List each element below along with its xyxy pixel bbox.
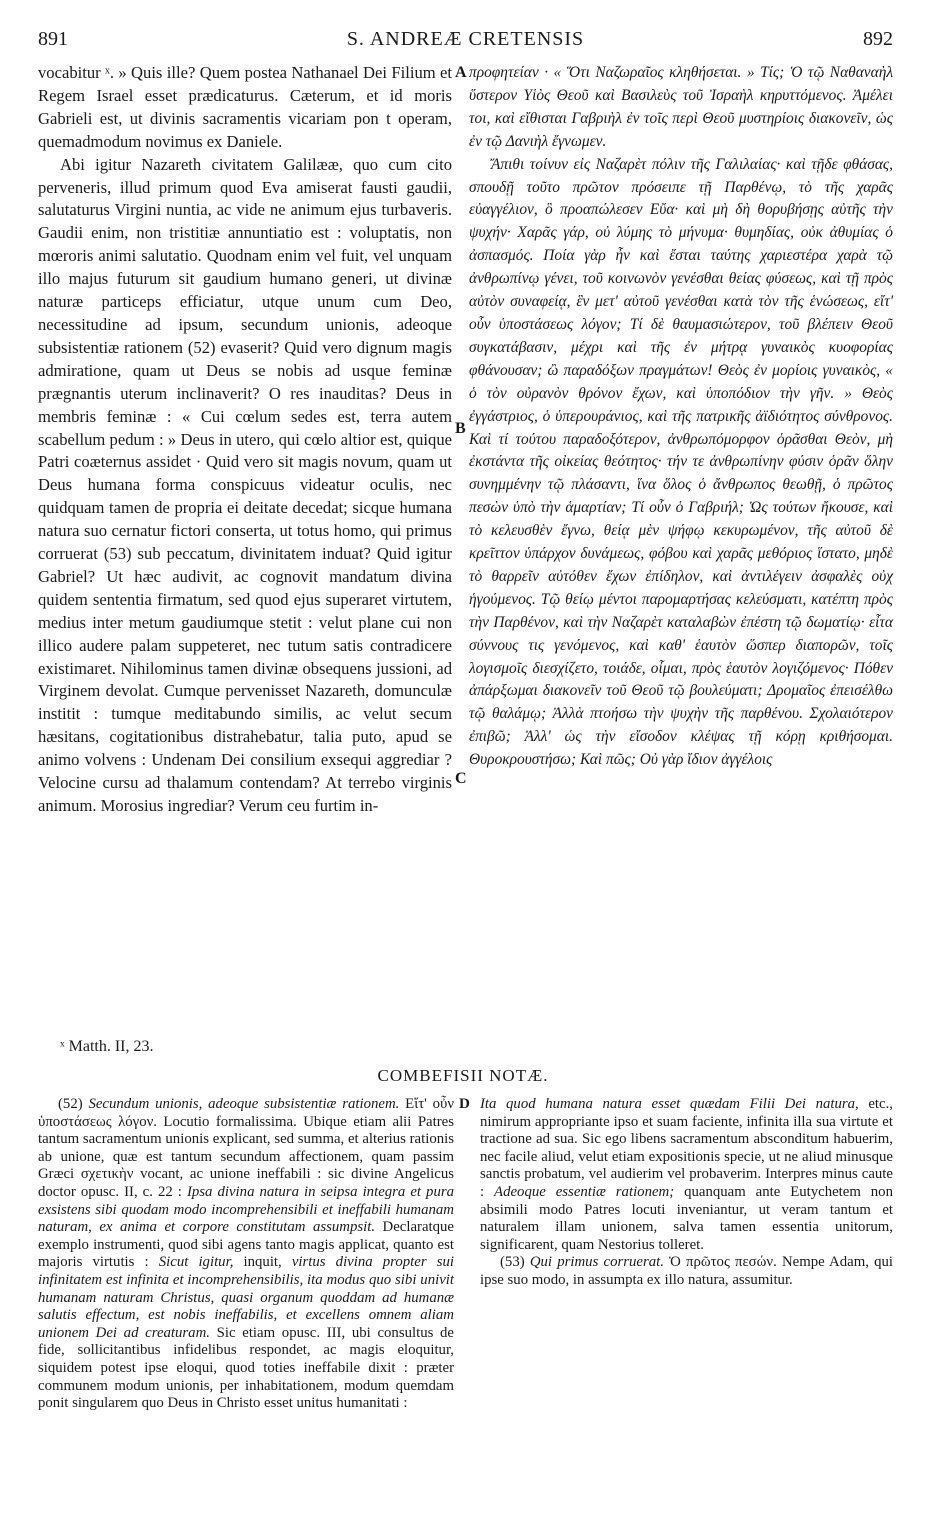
- notes-title: COMBEFISII NOTÆ.: [377, 1066, 549, 1085]
- notes-left-column: [38, 1096, 454, 1413]
- note-text: Εἴτ' οὖν ὑποστάσεως λόγον. Locutio formalissima. Ubique etiam alii Patres tantum sacramentum unionis explicant, sed summa, et alterius rationis ab unione, quæ est tantum secundum affectionem, quam passim Græci σχετικὴν vocant, ac unione ineffabili : sic divine Angelicus doctor opusc. II, c. 22 :: [38, 1096, 455, 1200]
- greek-paragraph: Ἄπιθι τοίνυν εἰς Ναζαρὲτ πόλιν τῆς Γαλιλαίας· καὶ τῇδε φθάσας, σπουδῇ τοῦτο πρῶτον πρόσειπε τῇ Παρθένῳ, τὸ τῆς χαρᾶς εὐαγγέλιον, ὃ προαπώλεσεν Εὔα· καὶ μὴ δὴ θορυβήσῃς αὐτῆς τὴν ψυχήν· Χαρᾶς γάρ, οὐ λύμης τὸ μήνυμα· θυμηδίας, οὐκ ἀθυμίας ὁ ἀσπασμός. Ποία γὰρ ἦν καὶ ἔσται ταύτης χαριεστέρα χαρὰ τῷ ἀνθρωπίνῳ γένει, τοῦ κοινωνὸν γενέσθαι θείας φύσεως, καὶ τῇ πρὸς αὐτὸν συναφείᾳ, ἓν μετ' αὐτοῦ γενέσθαι κατὰ τὸν τῆς ἑνώσεως, εἴτ' οὖν ὑποστάσεως λόγον; Τί δὲ θαυμασιώτερον, τοῦ βλέπειν Θεοῦ συγκατάβασιν, μέχρι καὶ τῆς ἐν μήτρᾳ γυναικὸς κυοφορίας φθάνουσαν; ὢ παραδόξων πραγμάτων! Θεὸς ἐν μορίοις γυναικὸς, « ὁ τὸν οὐρανὸν θρόνον ἔχων, καὶ ὑποπόδιον τὴν γῆν. » Θεὸς ἐγγάστριος, ὁ ὑπερουράνιος, καὶ τῆς πατρικῆς ἀϊδιότητος σύνθρονος. Καὶ τί τούτου παραδοξότερον, ἀνθρωπόμορφον ὁρᾶσθαι Θεὸν, μὴ ἐκστάντα τῆς οἰκείας θεότητος· τήν τε ἀνθρωπίνην φύσιν ὁρᾶν ὅλην συνημμένην τῷ πλάσαντι, ἵνα ὅλος ὁ ἄνθρωπος θεωθῇ, ὁ πρῶτος πεσὼν ὑπὸ τὴν ἁμαρτίαν; Τί οὖν ὁ Γαβριήλ; Ὡς τούτων ἤκουσε, καὶ τὸ κελευσθὲν ἔγνω, θείᾳ μὲν ψήφῳ κεκυρωμένον, τῆς αὐτοῦ δὲ κρεῖττον ὑπάρχον δυνάμεως, φόβου καὶ χαρᾶς μεθόριος ἵστατο, μηδὲ τὸ θαρρεῖν αὐτόθεν ἔχων ἐπίδηλον, καὶ ἀντιλέγειν ἀσφαλὲς οὐχ ἡγούμενος. Τῷ θείῳ μέντοι παρομαρτήσας κελεύσματι, κατέπτη πρὸς τὴν Παρθένον, καὶ τὴν Ναζαρὲτ καταλαβὼν ἐπέστη τῷ δωματίῳ· εἶτα σύννους τις γενόμενος, καὶ καθ' ἑαυτὸν ὥσπερ διαπορῶν, τοῖς λογισμοῖς διεσχίζετο, τοιάδε, οἶμαι, πρὸς ἑαυτὸν λογιζόμενος· Πόθεν ἀπάρξωμαι διακονεῖν τοῦ Θεοῦ τῷ βουλεύματι; Δρομαῖος ἐπεισέλθω τῷ θαλάμῳ; Ἀλλὰ πτοήσω τὴν ψυχὴν τῆς παρθένου. Σχολαιότερον ἐπιβῶ; Ἀλλ' ὡς τὴν εἴσοδον κλέψας τῇ κόρῃ κριθήσομαι. Θυροκρουστήσω; Καὶ πῶς; Οὐ γὰρ ἴδιον ἀγγέλοις: [469, 155, 893, 769]
- page-number-right: 892: [863, 28, 893, 50]
- note-52: [38, 1096, 454, 1413]
- margin-mark-c: C: [455, 770, 467, 787]
- note-52-continued: [480, 1096, 893, 1254]
- notes-right-column: [480, 1096, 893, 1290]
- note-lemma: Qui primus corruerat.: [529, 1254, 664, 1271]
- page-header: [38, 28, 893, 60]
- note-quote: Ita quod humana natura esset quædam Filii Dei natura,: [480, 1096, 859, 1112]
- note-text: quanquam ante Eutychetem non absimili modo Patres locuti inveniantur, ut veram tantum et naturalem illam unionem, salva tamen essentia unitorum, significarent, quam Nestorius tolleret.: [480, 1183, 893, 1253]
- latin-column: [38, 62, 452, 818]
- margin-mark-a: A: [455, 64, 467, 81]
- note-quote: Sicut igitur,: [158, 1254, 234, 1271]
- page-number-left: 891: [38, 28, 68, 50]
- greek-paragraph: προφητείαν · « Ὅτι Ναζωραῖος κληθήσεται. » Τίς; Ὁ τῷ Ναθαναὴλ ὕστερον Υἱὸς Θεοῦ καὶ Βασιλεὺς τοῦ Ἰσραὴλ κηρυττόμενος. Ἀμέλει τοι, καὶ εἴθισται Γαβριὴλ ἐν τοῖς περὶ Θεοῦ μυστηρίοις διακονεῖν, ὡς ἐν τῷ Δανιὴλ ἔγνωμεν.: [469, 64, 893, 150]
- margin-mark-d: D: [459, 1096, 470, 1112]
- note-text: Declaratque exemplo instrumenti, quod sibi agens tanto magis applicat, quanto est majoris virtutis :: [38, 1219, 455, 1271]
- note-53: [480, 1254, 893, 1289]
- note-quote: Adeoque essentiæ rationem;: [494, 1183, 675, 1200]
- note-label: (52): [58, 1096, 83, 1112]
- note-label: (53): [500, 1254, 525, 1271]
- note-text: etc., nimirum appropriante ipso et suam faciente, infinita illa sua virtute et tractione ad sua. Sic ego libens sacramentum absconditum habuerim, nec facile aliud, velut etiam expositionis specie, ut ne aliud minusque sanctis probatum, vel audierim vel probaverim. Interpres minus caute :: [480, 1096, 894, 1200]
- note-text: Ὁ πρῶτος πεσών. Nempe Adam, qui ipse suo modo, in assumpta ex illo natura, assumitur.: [480, 1254, 893, 1288]
- scripture-footnote: ˣ Matth. II, 23.: [60, 1038, 154, 1055]
- note-quote: Ipsa divina natura in seipsa integra et pura exsistens sibi quodam modo incomprehensibili et ineffabili humanam naturam, ex anima et corpore constitutam assumpsit.: [38, 1183, 455, 1236]
- note-text: Sic etiam opusc. III, ubi consultus de fide, sollicitantibus infidelibus respondet, ac magis eloquitur, siquidem potest ipse eloqui, quod toties ineffabile dixit : præter communem modum unionis, per inhabitationem, modum quemdam ponit singularem quo Deus in Christo esset unitus humanitati :: [38, 1324, 454, 1412]
- note-quote: virtus divina propter sui infinitatem est infinita et incomprehensibilis, ita modus quo sibi univit humanam naturam Christus, quasi organum quoddam ad humanæ salutis effectum, est nobis ineffabilis, et excellens omnem aliam unionem Dei ad creaturam.: [38, 1254, 454, 1341]
- margin-mark-b: B: [455, 420, 466, 437]
- note-text: inquit,: [243, 1254, 282, 1271]
- running-title: S. ANDREÆ CRETENSIS: [346, 28, 585, 50]
- latin-paragraph: Abi igitur Nazareth civitatem Galilææ, quo cum cito perveneris, illud primum quod Eva amiserat fausti gaudii, salutaturus Virgini nuntia, ac vide ne animum ejus turbaveris. Gaudii enim, non tristitiæ annuntiatio est : voluptatis, non mœroris animi salutatio. Quodnam enim vel fuit, vel unquam illo majus futurum sit gaudium humano generi, ut divinæ naturæ particeps efficiatur, utque unum cum Deo, necessitudine ad ipsum, secundum unionis, adeoque subsistentiæ rationem (52) evaserit? Quid vero dignum magis admiratione, quam ut Deus se nobis ad usque feminæ prægnantis uterum inclinaverit? O res inauditas? Deus in membris feminæ : « Cui cœlum sedes est, terra autem scabellum pedum : » Deus in utero, qui cœlo altior est, quique Patri coæternus assidet · Quid vero sit magis novum, quam ut Deus humana forma conspicuus videatur oculis, nec quidquam tamen de propria ei deitate decedat; sicque humana natura suo cernatur fictori conserta, ut totus homo, qui primus corruerat (53) sub peccatum, divinitatem induat? Quid igitur Gabriel? Ut hæc audivit, ac cognovit mandatum divina quidem sententia firmatum, sed quod ejus superaret virtutem, medius inter metum gaudiumque stetit : velut plane cui non illico audere palam suppeteret, nec tutum satis contradicere existimaret. Nihilominus tamen divinæ obsequens jussioni, ad Virginem devolat. Cumque pervenisset Nazareth, domunculæ institit : tumque meditabundo similis, ac velut secum hæsitans, cogitationibus distrahebatur, talia puto, apud se animo volvens : Undenam Dei consilium exsequi aggrediar ? Velocine cursu ad thalamum contendam? At terrebo virginis animum. Morosius ingrediar? Verum ceu furtim in-: [38, 154, 452, 815]
- latin-paragraph: vocabitur ˣ. » Quis ille? Quem postea Nathanael Dei Filium et Regem Israel esset prædicaturus. Cæterum, et id moris Gabrieli est, ut divinis sacramentis vicariam pon t operam, quemadmodum novimus ex Daniele.: [38, 63, 452, 151]
- note-lemma: Secundum unionis, adeoque subsistentiæ rationem.: [88, 1096, 400, 1112]
- greek-column: [469, 62, 893, 772]
